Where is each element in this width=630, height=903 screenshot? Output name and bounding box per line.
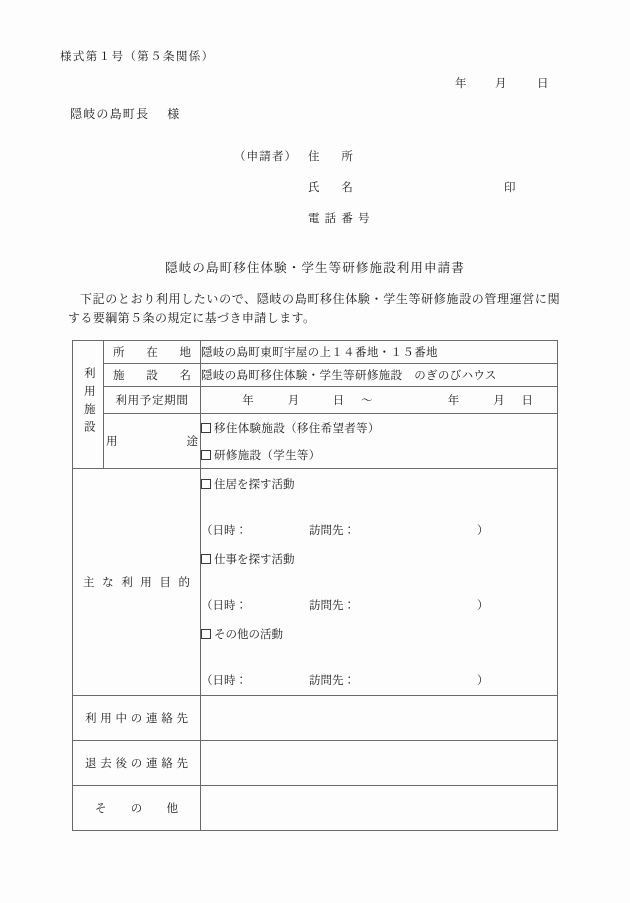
usage-option-migration[interactable] bbox=[201, 420, 557, 436]
period-label: 利用予定期間 bbox=[115, 395, 189, 407]
checkbox-icon[interactable] bbox=[201, 629, 211, 639]
table-row bbox=[73, 387, 558, 414]
seal-label: 印 bbox=[504, 182, 516, 194]
purpose-option-housing-label: 住居を探す活動 bbox=[214, 479, 295, 491]
period-year-label: 年 bbox=[242, 395, 254, 407]
date-line bbox=[455, 75, 549, 91]
purpose-other-where-label: 訪問先： bbox=[309, 675, 355, 687]
checkbox-icon[interactable] bbox=[201, 554, 211, 564]
purpose-job-when-label: （日時： bbox=[201, 600, 247, 612]
table-row bbox=[73, 696, 558, 741]
period-month-label: 月 bbox=[287, 395, 300, 407]
contact-during-value[interactable] bbox=[201, 696, 558, 741]
applicant-phone-row bbox=[234, 210, 375, 241]
period-label-cell bbox=[104, 387, 201, 414]
application-table bbox=[72, 340, 558, 831]
purpose-housing-when-label: （日時： bbox=[201, 525, 247, 537]
purpose-content-cell bbox=[201, 469, 558, 696]
lead-paragraph: 下記のとおり利用したいので、隠岐の島町移住体験・学生等研修施設の管理運営に関する要綱第５条の規定に基づき申請します。 bbox=[68, 292, 560, 325]
purpose-group-housing bbox=[201, 476, 557, 538]
table-row bbox=[73, 741, 558, 786]
period-tilde: 〜 bbox=[361, 395, 373, 407]
addressee-name: 隠岐の島町長 bbox=[70, 107, 150, 121]
period-value-cell[interactable] bbox=[201, 387, 558, 414]
period-day-label: 日 bbox=[332, 395, 345, 407]
purpose-job-where-label: 訪問先： bbox=[309, 600, 355, 612]
usage-label: 用 途 bbox=[106, 436, 198, 448]
purpose-label-cell bbox=[73, 469, 201, 696]
usage-option-training[interactable] bbox=[201, 447, 557, 463]
contact-after-label-cell bbox=[73, 741, 201, 786]
date-month-label: 月 bbox=[495, 78, 507, 90]
period-month2-label: 月 bbox=[493, 395, 505, 407]
form-code: 様式第１号（第５条関係） bbox=[60, 51, 215, 63]
purpose-group-job bbox=[201, 551, 557, 613]
location-value: 隠岐の島町東町宇屋の上１４番地・１５番地 bbox=[201, 341, 558, 364]
contact-after-value[interactable] bbox=[201, 741, 558, 786]
applicant-address-label: 住 所 bbox=[308, 151, 359, 163]
purpose-option-other[interactable] bbox=[201, 626, 557, 642]
addressee-honorific: 様 bbox=[167, 107, 180, 121]
table-row bbox=[73, 364, 558, 387]
table-row bbox=[73, 786, 558, 831]
purpose-housing-close: ） bbox=[477, 525, 489, 537]
date-year-label: 年 bbox=[455, 78, 467, 90]
applicant-block bbox=[234, 148, 516, 241]
facility-name-label: 施 設 名 bbox=[113, 370, 191, 382]
contact-during-label: 利 用 中 の 連 絡 先 bbox=[85, 713, 188, 725]
purpose-option-other-label: その他の活動 bbox=[214, 629, 283, 641]
usage-label-cell bbox=[104, 414, 201, 469]
other-value[interactable] bbox=[201, 786, 558, 831]
page-title: 隠岐の島町移住体験・学生等研修施設利用申請書 bbox=[165, 261, 465, 275]
purpose-other-when-label: （日時： bbox=[201, 675, 247, 687]
contact-during-label-cell bbox=[73, 696, 201, 741]
addressee bbox=[70, 105, 179, 122]
checkbox-icon[interactable] bbox=[201, 450, 211, 460]
purpose-group-other bbox=[201, 626, 557, 688]
usage-options-cell bbox=[201, 414, 558, 469]
applicant-prefix: （申請者） bbox=[234, 151, 298, 163]
period-day2-label: 日 bbox=[521, 395, 533, 407]
checkbox-icon[interactable] bbox=[201, 423, 211, 433]
facility-spine-cell bbox=[73, 341, 104, 469]
applicant-name-label: 氏 名 bbox=[308, 182, 359, 194]
purpose-job-meta[interactable] bbox=[201, 597, 557, 613]
purpose-housing-meta[interactable] bbox=[201, 522, 557, 538]
purpose-option-housing[interactable] bbox=[201, 476, 557, 492]
period-fields bbox=[225, 392, 533, 408]
location-label-cell bbox=[104, 341, 201, 364]
checkbox-icon[interactable] bbox=[201, 479, 211, 489]
applicant-phone-label: 電話番号 bbox=[308, 213, 375, 225]
contact-after-label: 退 去 後 の 連 絡 先 bbox=[85, 758, 188, 770]
other-label-cell bbox=[73, 786, 201, 831]
purpose-other-close: ） bbox=[477, 675, 489, 687]
purpose-label: 主 な 利 用 目 的 bbox=[83, 577, 190, 589]
purpose-housing-where-label: 訪問先： bbox=[309, 525, 355, 537]
purpose-other-meta[interactable] bbox=[201, 672, 557, 688]
purpose-option-job-label: 仕事を探す活動 bbox=[214, 554, 295, 566]
facility-spine-label: 利用施設 bbox=[82, 367, 95, 439]
table-row bbox=[73, 414, 558, 469]
table-row bbox=[73, 469, 558, 696]
usage-option-training-label: 研修施設（学生等） bbox=[214, 449, 321, 462]
date-day-label: 日 bbox=[537, 78, 549, 90]
table-row bbox=[73, 341, 558, 364]
location-label: 所 在 地 bbox=[113, 347, 191, 359]
applicant-name-row bbox=[234, 179, 516, 210]
other-label: そ の 他 bbox=[95, 803, 178, 815]
purpose-option-job[interactable] bbox=[201, 551, 557, 567]
purpose-job-close: ） bbox=[477, 600, 489, 612]
period-year2-label: 年 bbox=[447, 395, 460, 407]
facility-name-value: 隠岐の島町移住体験・学生等研修施設 のぎのびハウス bbox=[201, 364, 558, 387]
usage-option-migration-label: 移住体験施設（移住希望者等） bbox=[214, 422, 380, 435]
facility-name-label-cell bbox=[104, 364, 201, 387]
applicant-address-row bbox=[234, 148, 375, 179]
